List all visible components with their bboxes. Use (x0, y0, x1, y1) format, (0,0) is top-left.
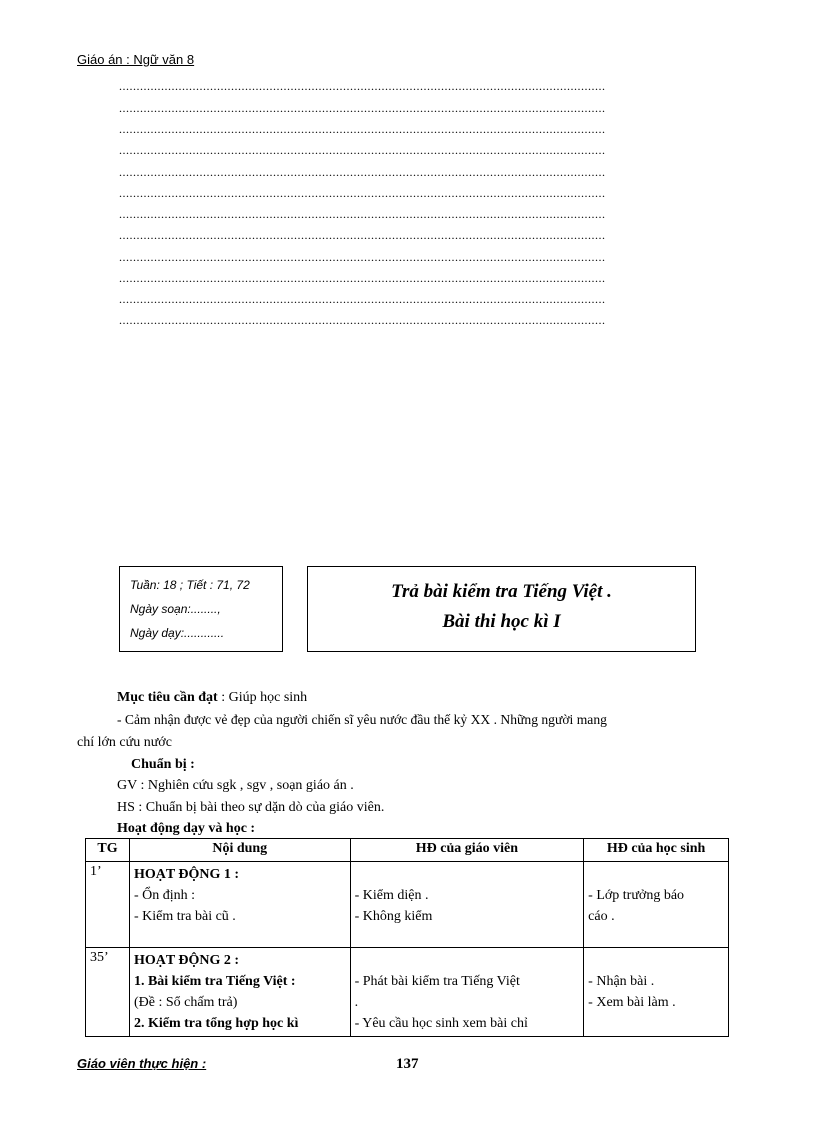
objective-rest: : Giúp học sinh (217, 690, 308, 705)
dotted-line: ........................................................................................................................................... (119, 250, 606, 264)
dotted-line: ........................................................................................................................................... (119, 313, 606, 327)
dotted-line: ........................................................................................................................................... (119, 228, 606, 242)
student-line: - Lớp trưởng báo (588, 888, 685, 903)
lesson-title-line2: Bài thi học kì I (442, 611, 561, 632)
activities-label: Hoạt động dạy và học : (117, 821, 256, 836)
student-line: cáo . (588, 909, 615, 924)
content-line: 2. Kiểm tra tổng hợp học kì (133, 1016, 299, 1031)
student-line: - Xem bài làm . (588, 995, 676, 1010)
dotted-line: ........................................................................................................................................... (119, 101, 606, 115)
objective (117, 690, 307, 706)
teacher-line: - Phát bài kiểm tra Tiếng Việt (354, 974, 520, 989)
student-cell (584, 948, 729, 1037)
teacher-cell (350, 948, 584, 1037)
content-cell (129, 862, 350, 948)
dotted-line: ........................................................................................................................................... (119, 143, 606, 157)
header-student: HĐ của học sinh (584, 839, 729, 862)
table-row (86, 862, 729, 948)
objective-line1: - Cảm nhận được vẻ đẹp của người chiến sĩ yêu nước đầu thế kỷ XX . Những người mang (117, 712, 607, 727)
dotted-line: ........................................................................................................................................... (119, 186, 606, 200)
dotted-line: ........................................................................................................................................... (119, 122, 606, 136)
objective-label: Mục tiêu cần đạt (117, 690, 218, 705)
prep-label: Chuẩn bị : (131, 757, 195, 772)
dotted-line: ........................................................................................................................................... (119, 79, 606, 93)
week-lesson: Tuần: 18 ; Tiết : 71, 72 (130, 578, 250, 592)
dotted-line: ........................................................................................................................................... (119, 165, 606, 179)
dotted-line: ........................................................................................................................................... (119, 271, 606, 285)
time-cell: 1’ (86, 862, 130, 948)
teacher-signature-label: Giáo viên thực hiện : (77, 1056, 207, 1071)
table-header-row (86, 839, 729, 862)
teacher-line: - Không kiểm (354, 909, 433, 924)
student-line: - Nhận bài . (588, 974, 655, 989)
page-number: 137 (396, 1056, 419, 1072)
teacher-cell (350, 862, 584, 948)
activities-table (85, 838, 729, 1037)
header-tg: TG (86, 839, 130, 862)
content-line: 1. Bài kiểm tra Tiếng Việt : (133, 974, 296, 989)
header-content: Nội dung (129, 839, 350, 862)
prep-hs: HS : Chuẩn bị bài theo sự dặn dò của giáo viên. (117, 800, 385, 815)
teacher-line: - Yêu cầu học sinh xem bài chỉ (354, 1016, 528, 1031)
content-line: (Đề : Sổ chấm trả) (133, 995, 238, 1010)
objective-line2: chí lớn cứu nước (77, 735, 172, 750)
content-cell (129, 948, 350, 1037)
content-line: - Kiểm tra bài cũ . (133, 909, 236, 924)
prep-date: Ngày soạn:........, (130, 602, 221, 616)
content-title: HOẠT ĐỘNG 1 : (133, 867, 240, 882)
table-row (86, 948, 729, 1037)
time-cell: 35’ (86, 948, 130, 1037)
prep-gv: GV : Nghiên cứu sgk , sgv , soạn giáo án . (117, 778, 354, 793)
lesson-title-box (307, 566, 696, 652)
lesson-title-line1: Trả bài kiểm tra Tiếng Việt . (391, 581, 612, 602)
dotted-line: ........................................................................................................................................... (119, 207, 606, 221)
content-title: HOẠT ĐỘNG 2 : (133, 953, 240, 968)
dotted-line: ........................................................................................................................................... (119, 292, 606, 306)
teacher-line: - Kiểm diện . (354, 888, 429, 903)
header-teacher: HĐ của giáo viên (350, 839, 584, 862)
content-line: - Ổn định : (133, 888, 196, 903)
teacher-line: . (354, 995, 359, 1010)
page-header: Giáo án : Ngữ văn 8 (77, 52, 195, 67)
student-cell (584, 862, 729, 948)
lesson-info-box (119, 566, 283, 652)
teach-date: Ngày dạy:............ (130, 626, 225, 640)
